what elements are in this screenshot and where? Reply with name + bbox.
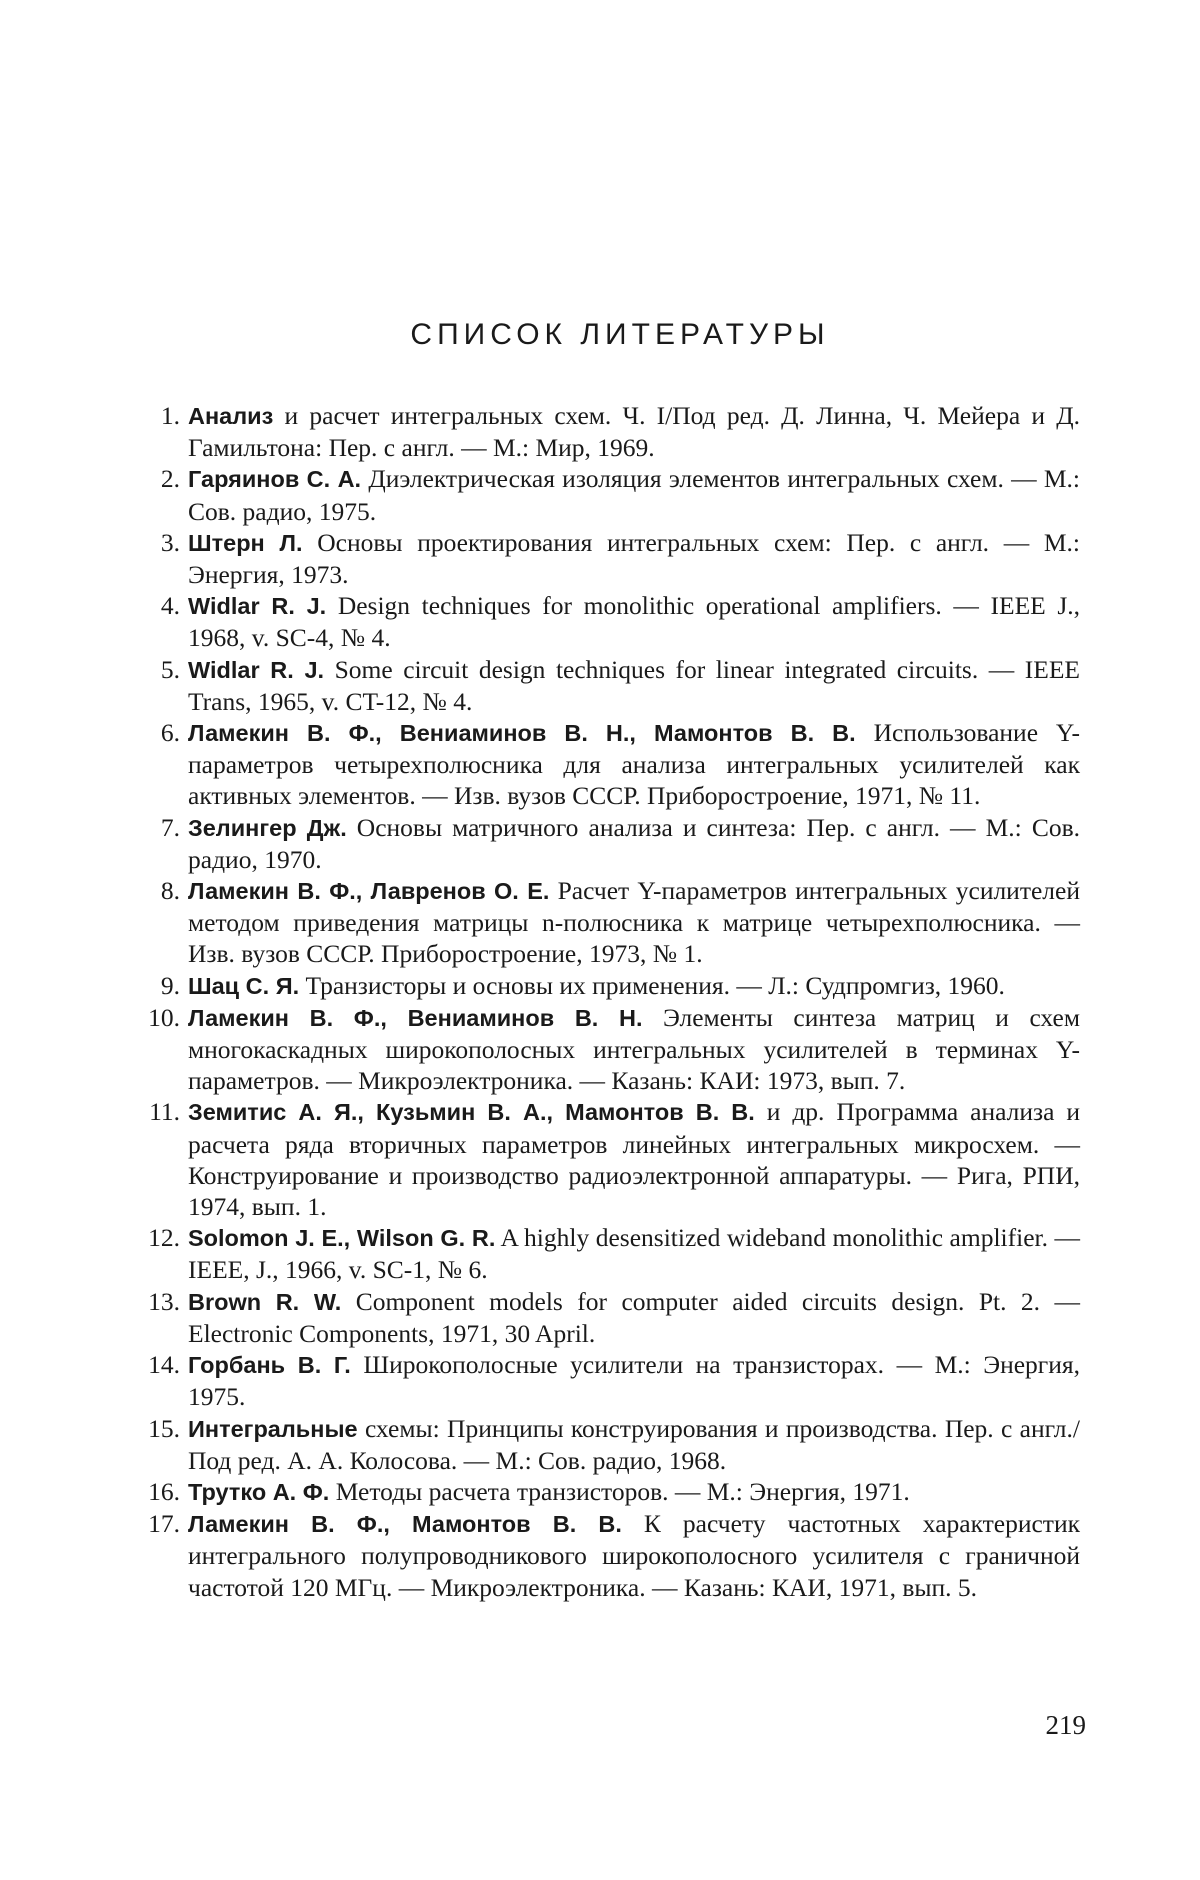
reference-author: Widlar R. J. — [188, 593, 327, 620]
reference-author: Ламекин В. Ф., Вениаминов В. Н. — [188, 1004, 643, 1031]
reference-author: Solomon J. E., Wilson G. R. — [188, 1225, 496, 1252]
reference-author: Ламекин В. Ф., Лавренов О. Е. — [188, 878, 550, 905]
document-page — [148, 0, 1086, 1880]
reference-item — [160, 590, 1080, 653]
reference-number: 8. — [160, 876, 180, 906]
reference-number: 13. — [148, 1286, 180, 1316]
reference-author: Ламекин В. Ф., Мамонтов В. В. — [188, 1511, 622, 1538]
reference-author: Анализ — [188, 403, 274, 429]
reference-text: Транзисторы и основы их применения. — Л.: Судпромгиз, 1960. — [299, 970, 1005, 1000]
reference-item — [160, 527, 1080, 590]
reference-text: Some circuit design techniques for linear integrated circuits. — IEEE Trans, 1965, v. CT-12, № 4. — [188, 654, 1080, 716]
reference-text: Расчет Y-параметров интегральных усилителей методом приведения матрицы n-полюсника к матрице четырехполюсника. — Изв. вузов СССР. Приборостроение, 1973, № 1. — [188, 876, 1080, 969]
reference-author: Шац С. Я. — [188, 972, 300, 999]
reference-number: 12. — [148, 1223, 180, 1253]
reference-text: и др. Программа анализа и расчета ряда вторичных параметров линейных интегральных микросхем. — Конструирование и производство радиоэлектронной аппаратуры. — Рига, РПИ, 1974, вып. 1. — [188, 1097, 1080, 1222]
reference-author: Ламекин В. Ф., Вениаминов В. Н., Мамонтов В. В. — [188, 720, 856, 747]
reference-text: Component models for computer aided circuits design. Pt. 2. — Electronic Components, 1971, 30 April. — [188, 1286, 1081, 1348]
reference-text: Диэлектрическая изоляция элементов интегральных схем. — М.: Сов. радио, 1975. — [188, 464, 1080, 526]
reference-author: Brown R. W. — [188, 1288, 342, 1315]
reference-number: 11. — [149, 1097, 180, 1127]
reference-text: A highly desensitized wideband monolithic amplifier. — IEEE, J., 1966, v. SC-1, № 6. — [188, 1223, 1080, 1285]
reference-item — [160, 812, 1080, 875]
reference-author: Интегральные — [188, 1415, 358, 1442]
reference-number: 1. — [160, 401, 180, 430]
reference-text: и расчет интегральных схем. Ч. I/Под ред. Д. Линна, Ч. Мейера и Д. Гамильтона: Пер. с англ. — М.: Мир, 1969. — [188, 401, 1080, 463]
reference-item — [148, 1222, 1080, 1285]
reference-item — [148, 1286, 1081, 1349]
reference-item — [148, 1476, 1080, 1508]
reference-number: 2. — [160, 464, 180, 494]
reference-number: 16. — [148, 1476, 180, 1506]
reference-author: Штерн Л. — [188, 529, 303, 556]
reference-number: 5. — [160, 654, 180, 684]
reference-number: 15. — [148, 1413, 180, 1443]
reference-text: Design techniques for monolithic operational amplifiers. — IEEE J., 1968, v. SC-4, № 4. — [188, 591, 1080, 653]
reference-number: 6. — [160, 718, 180, 748]
reference-text: Элементы синтеза матриц и схем многокаскадных широкополосных интегральных усилителей в терминах Y-параметров. — Микроэлектроника. — Казань: КАИ: 1973, вып. 7. — [188, 1002, 1081, 1096]
reference-item — [149, 1096, 1080, 1222]
reference-text: К расчету частотных характеристик интегрального полупроводникового широкополосного усилителя с граничной частотой 120 МГц. — Микроэлектроника. — Казань: КАИ, 1971, вып. 5. — [188, 1509, 1080, 1602]
reference-text: Основы матричного анализа и синтеза: Пер. с англ. — М.: Сов. радио, 1970. — [188, 812, 1080, 874]
reference-text: Использование Y-параметров четырехполюсника для анализа интегральных усилителей как активных элементов. — Изв. вузов СССР. Приборостроение, 1971, № 11. — [188, 718, 1080, 811]
reference-number: 14. — [148, 1350, 180, 1380]
reference-item — [160, 875, 1080, 970]
reference-item — [148, 1413, 1080, 1476]
reference-number: 3. — [160, 527, 180, 557]
reference-text: Основы проектирования интегральных схем: Пер. с англ. — М.: Энергия, 1973. — [188, 527, 1081, 590]
reference-item — [148, 1349, 1080, 1412]
page-number: 219 — [1045, 1710, 1086, 1740]
reference-number: 9. — [160, 970, 180, 1000]
reference-item — [160, 717, 1080, 812]
reference-author: Трутко А. Ф. — [188, 1478, 330, 1505]
reference-item — [148, 1002, 1081, 1097]
reference-item — [148, 1508, 1080, 1603]
reference-item — [160, 970, 1080, 1002]
reference-text: Методы расчета транзисторов. — М.: Энергия, 1971. — [329, 1476, 910, 1506]
reference-number: 7. — [160, 812, 180, 842]
page-title: СПИСОК ЛИТЕРАТУРЫ — [410, 318, 830, 351]
reference-list — [148, 400, 1081, 1603]
reference-item — [160, 654, 1080, 717]
reference-text: схемы: Принципы конструирования и производства. Пер. с англ./Под ред. А. А. Колосова. — М.: Сов. радио, 1968. — [188, 1413, 1080, 1475]
reference-author: Земитис А. Я., Кузьмин В. А., Мамонтов В. В. — [188, 1099, 755, 1126]
reference-number: 17. — [148, 1509, 180, 1539]
reference-author: Зелингер Дж. — [188, 814, 347, 841]
reference-author: Гаряинов С. А. — [188, 466, 362, 493]
reference-text: Широкополосные усилители на транзисторах. — М.: Энергия, 1975. — [188, 1350, 1080, 1412]
reference-number: 4. — [160, 591, 180, 621]
reference-item — [160, 463, 1080, 526]
reference-item — [160, 400, 1080, 463]
reference-author: Widlar R. J. — [188, 656, 325, 683]
reference-number: 10. — [148, 1002, 180, 1032]
reference-author: Горбань В. Г. — [188, 1352, 351, 1379]
